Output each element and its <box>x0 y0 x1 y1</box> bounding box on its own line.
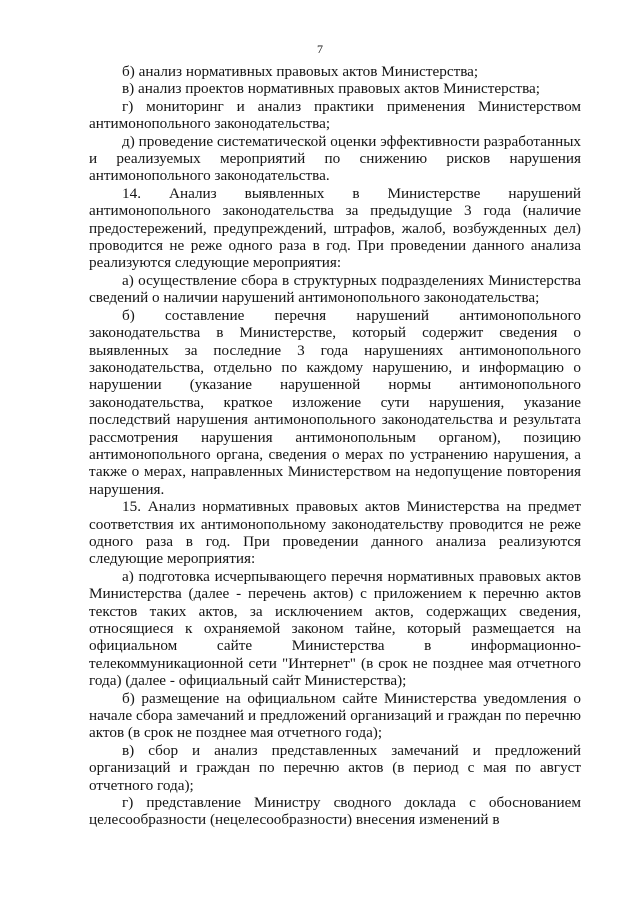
page-number: 7 <box>317 42 323 56</box>
paragraph-item-v: в) анализ проектов нормативных правовых актов Министерства; <box>122 80 541 98</box>
paragraph-item-g: г) мониторинг и анализ практики применения Министерством антимонопольного законодательства; <box>89 97 581 133</box>
paragraph-15-item-a: а) подготовка исчерпывающего перечня нормативных правовых актов Министерства (далее - перечень актов) с приложением к перечню актов текстов таких актов, за исключением актов, содержащих сведения, относящиеся к охраняемой законом тайне, который размещается на официальном сайте Министерства в информационно-телекоммуникационной сети "Интернет" (в срок не позднее мая отчетного года) (далее - официальный сайт Министерства); <box>89 567 581 690</box>
paragraph-15-item-v: в) сбор и анализ представленных замечаний и предложений организаций и граждан по перечню актов (в период с мая по август отчетного года); <box>89 741 581 794</box>
document-body <box>89 63 581 829</box>
paragraph-15-item-g: г) представление Министру сводного доклада с обоснованием целесообразности (нецелесообразности) внесения изменений в <box>89 794 581 829</box>
paragraph-14-item-a: а) осуществление сбора в структурных подразделениях Министерства сведений о наличии нарушений антимонопольного законодательства; <box>89 271 581 307</box>
paragraph-section-15: 15. Анализ нормативных правовых актов Министерства на предмет соответствия их антимонопольному законодательству проводится не реже одного раза в год. При проведении данного анализа реализуются следующие мероприятия: <box>89 498 581 568</box>
paragraph-14-item-b: б) составление перечня нарушений антимонопольного законодательства в Министерстве, который содержит сведения о выявленных за последние 3 года нарушениях антимонопольного законодательства, отдельно по каждому нарушению, и информацию о нарушении (указание нарушенной нормы антимонопольного законодательства, краткое изложение сути нарушения, указание последствий нарушения антимонопольного законодательства и результата рассмотрения нарушения антимонопольным органом), позицию антимонопольного органа, сведения о мерах по устранению нарушения, а также о мерах, направленных Министерством на недопущение повторения нарушения. <box>89 306 581 498</box>
paragraph-item-d: д) проведение систематической оценки эффективности разработанных и реализуемых мероприятий по снижению рисков нарушения антимонопольного законодательства. <box>89 132 581 185</box>
paragraph-section-14: 14. Анализ выявленных в Министерстве нарушений антимонопольного законодательства за предыдущие 3 года (наличие предостережений, предупреждений, штрафов, жалоб, возбужденных дел) проводится не реже одного раза в год. При проведении данного анализа реализуются следующие мероприятия: <box>89 184 581 272</box>
paragraph-15-item-b: б) размещение на официальном сайте Министерства уведомления о начале сбора замечаний и предложений организаций и граждан по перечню актов (в срок не позднее мая отчетного года); <box>89 689 581 742</box>
paragraph-item-b: б) анализ нормативных правовых актов Министерства; <box>122 63 479 80</box>
